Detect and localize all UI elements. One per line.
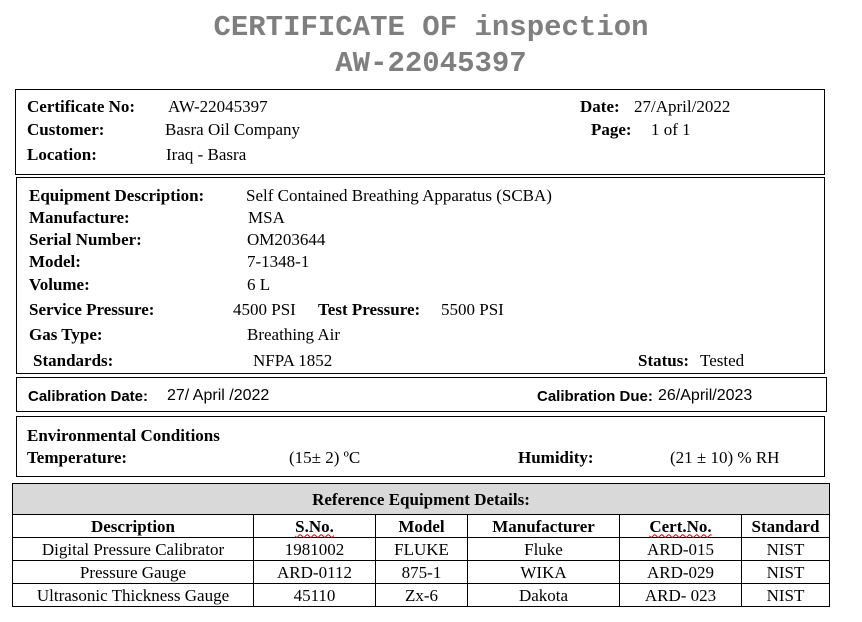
table-caption-row	[13, 484, 830, 515]
equipment-description-label: Equipment Description:	[29, 186, 205, 205]
service-pressure-label: Service Pressure:	[29, 300, 155, 319]
certificate-title: CERTIFICATE OF inspection	[213, 11, 649, 44]
gas-type-value: Breathing Air	[247, 325, 341, 344]
model-value: 7-1348-1	[247, 252, 310, 271]
column-header-cert-no	[620, 515, 742, 538]
customer-value: Basra Oil Company	[165, 120, 301, 139]
test-pressure-value: 5500 PSI	[441, 300, 504, 319]
humidity-value: (21 ± 10) % RH	[670, 448, 780, 467]
cell-manufacturer: WIKA	[468, 561, 620, 584]
location-value: Iraq - Basra	[166, 145, 247, 164]
calibration-due-label: Calibration Due:	[537, 388, 653, 405]
certificate-no-label: Certificate No:	[27, 97, 136, 116]
column-header-serial-no	[254, 515, 376, 538]
certificate-number-title: AW-22045397	[335, 47, 527, 80]
model-label: Model:	[29, 252, 81, 271]
page-value: 1 of 1	[651, 120, 691, 139]
reference-equipment-table	[12, 483, 830, 607]
table-row	[13, 538, 830, 561]
serial-number-label: Serial Number:	[29, 230, 142, 249]
volume-label: Volume:	[29, 275, 90, 294]
calibration-date-label: Calibration Date:	[28, 388, 149, 405]
cell-manufacturer: Fluke	[468, 538, 620, 561]
test-pressure-label: Test Pressure:	[318, 300, 421, 319]
cell-serial-no: 1981002	[254, 538, 376, 561]
column-header-manufacturer: Manufacturer	[468, 515, 620, 538]
cell-model: FLUKE	[376, 538, 468, 561]
cell-model: Zx-6	[376, 584, 468, 607]
date-value: 27/April/2022	[634, 97, 731, 116]
cell-cert-no: ARD- 023	[620, 584, 742, 607]
calibration-due-value: 26/April/2023	[658, 387, 753, 404]
standards-label: Standards:	[33, 351, 114, 370]
table-header-row	[13, 515, 830, 538]
cell-description: Digital Pressure Calibrator	[13, 538, 254, 561]
status-value: Tested	[700, 351, 745, 370]
humidity-label: Humidity:	[518, 448, 594, 467]
cell-standard: NIST	[742, 561, 830, 584]
certificate-no-value: AW-22045397	[168, 97, 268, 116]
table-caption: Reference Equipment Details:	[13, 484, 830, 515]
manufacture-value: MSA	[248, 208, 285, 227]
date-label: Date:	[580, 97, 620, 116]
column-header-model: Model	[376, 515, 468, 538]
customer-label: Customer:	[27, 120, 105, 139]
temperature-value: (15± 2) ºC	[289, 448, 361, 467]
cell-model: 875-1	[376, 561, 468, 584]
cell-cert-no: ARD-029	[620, 561, 742, 584]
cell-serial-no: ARD-0112	[254, 561, 376, 584]
equipment-description-value: Self Contained Breathing Apparatus (SCBA)	[246, 186, 552, 205]
environmental-conditions-heading: Environmental Conditions	[27, 426, 220, 445]
gas-type-label: Gas Type:	[29, 325, 103, 344]
page-label: Page:	[591, 120, 632, 139]
column-header-description: Description	[13, 515, 254, 538]
table-row	[13, 584, 830, 607]
temperature-label: Temperature:	[27, 448, 128, 467]
equipment-box	[16, 177, 825, 374]
calibration-date-value: 27/ April /2022	[167, 387, 270, 404]
table-row	[13, 561, 830, 584]
cell-cert-no: ARD-015	[620, 538, 742, 561]
service-pressure-value: 4500 PSI	[233, 300, 296, 319]
cell-serial-no: 45110	[254, 584, 376, 607]
cell-description: Pressure Gauge	[13, 561, 254, 584]
column-header-cert-no-text: Cert.No.	[649, 516, 712, 536]
manufacture-label: Manufacture:	[29, 208, 130, 227]
serial-number-value: OM203644	[247, 230, 326, 249]
cell-standard: NIST	[742, 584, 830, 607]
cell-manufacturer: Dakota	[468, 584, 620, 607]
location-label: Location:	[27, 145, 97, 164]
status-label: Status:	[638, 351, 690, 370]
cell-description: Ultrasonic Thickness Gauge	[13, 584, 254, 607]
cell-standard: NIST	[742, 538, 830, 561]
volume-value: 6 L	[247, 275, 271, 294]
column-header-standard: Standard	[742, 515, 830, 538]
standards-value: NFPA 1852	[253, 351, 333, 370]
column-header-serial-no-text: S.No.	[295, 516, 334, 536]
